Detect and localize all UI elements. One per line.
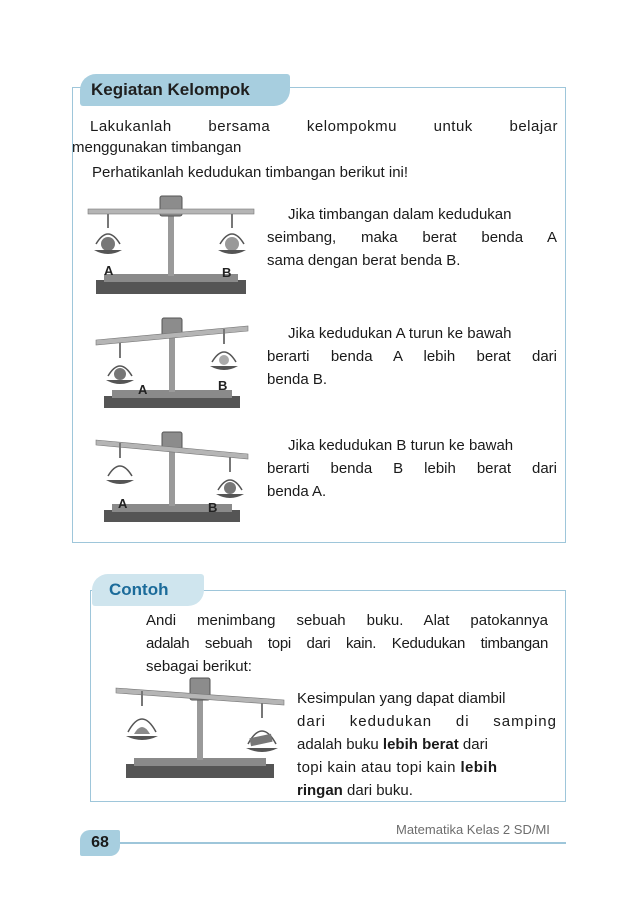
case2-line-3: benda B. [267, 371, 328, 388]
intro-line-2: menggunakan timbangan [72, 139, 242, 156]
instruction: Perhatikanlah kedudukan timbangan berikut ini! [92, 164, 409, 181]
scale-balanced-illustration [84, 194, 264, 298]
scale3-label-a: A [118, 496, 128, 511]
conclusion-line-4: topi kain atau topi kain lebih [297, 759, 498, 776]
page-number: 68 [80, 830, 120, 856]
book-title: Matematika Kelas 2 SD/MI [396, 822, 550, 837]
footer-divider [118, 842, 566, 844]
case3-line-1: Jika kedudukan B turun ke bawah [288, 437, 514, 454]
conclusion-line-2: dari kedudukan di samping [297, 713, 557, 730]
case1-line-3: sama dengan berat benda B. [267, 252, 461, 269]
conclusion-line-3: adalah buku lebih berat dari [297, 736, 488, 753]
scale1-label-b: B [222, 265, 232, 280]
scale-a-heavier-illustration [92, 316, 252, 412]
scale-b-heavier-illustration [92, 430, 252, 526]
intro-line-1: Lakukanlah bersama kelompokmu untuk belajar [90, 118, 558, 135]
example-title: Contoh [92, 574, 204, 606]
scale1-label-a: A [104, 263, 114, 278]
scale3-label-b: B [208, 500, 218, 515]
conclusion-line-1: Kesimpulan yang dapat diambil [297, 690, 506, 707]
case1-line-1: Jika timbangan dalam kedudukan [288, 206, 512, 223]
case1-line-2: seimbang, maka berat benda A [267, 229, 557, 246]
scale2-label-b: B [218, 378, 228, 393]
case3-line-3: benda A. [267, 483, 327, 500]
scale2-label-a: A [138, 382, 148, 397]
example-line-1: Andi menimbang sebuah buku. Alat patokannya [146, 612, 548, 629]
case2-line-1: Jika kedudukan A turun ke bawah [288, 325, 512, 342]
activity-title: Kegiatan Kelompok [80, 74, 290, 106]
case3-line-2: berarti benda B lebih berat dari [267, 460, 557, 477]
scale-book-vs-hat-illustration [112, 676, 288, 782]
example-line-3: sebagai berikut: [146, 658, 252, 675]
case2-line-2: berarti benda A lebih berat dari [267, 348, 557, 365]
conclusion-line-5: ringan dari buku. [297, 782, 413, 799]
example-line-2: adalah sebuah topi dari kain. Kedudukan timbangan [146, 635, 548, 652]
